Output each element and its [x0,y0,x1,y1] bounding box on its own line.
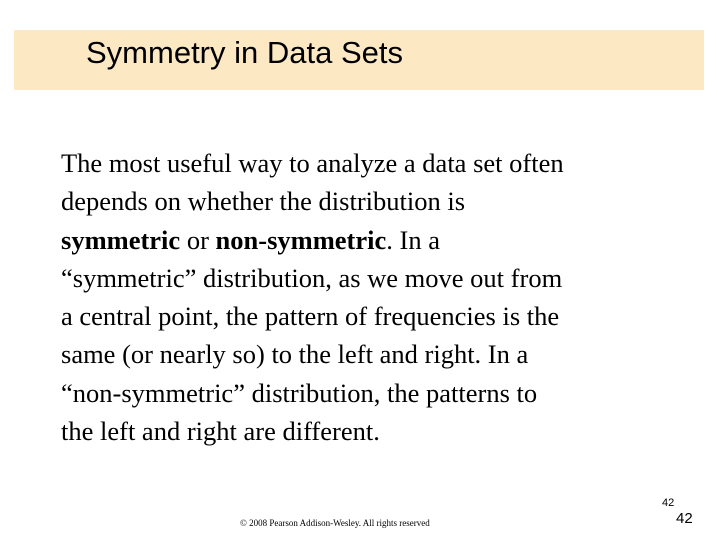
copyright-notice: © 2008 Pearson Addison-Wesley. All rights reserved [240,518,430,528]
body-line-1: The most useful way to analyze a data set often [61,148,564,178]
slide-title: Symmetry in Data Sets [86,35,403,70]
slide-body [61,144,701,450]
body-line-6: same (or nearly so) to the left and right. In a [61,339,529,370]
term-symmetric: symmetric [61,224,181,255]
body-line-5: a central point, the pattern of frequencies is the [61,301,560,332]
body-line-8: the left and right are different. [61,416,380,447]
page-number-small: 42 [662,497,675,509]
body-line-4: “symmetric” distribution, as we move out from [61,262,563,293]
body-line-3-or: or [180,224,216,255]
term-non-symmetric: non-symmetric [215,224,387,255]
body-line-2: depends on whether the distribution is [61,186,466,217]
body-line-7: “non-symmetric” distribution, the patterns to [61,377,538,408]
page-number: 42 [676,510,693,527]
body-line-3 [61,221,701,259]
body-line-3-rest: . In a [386,224,440,255]
